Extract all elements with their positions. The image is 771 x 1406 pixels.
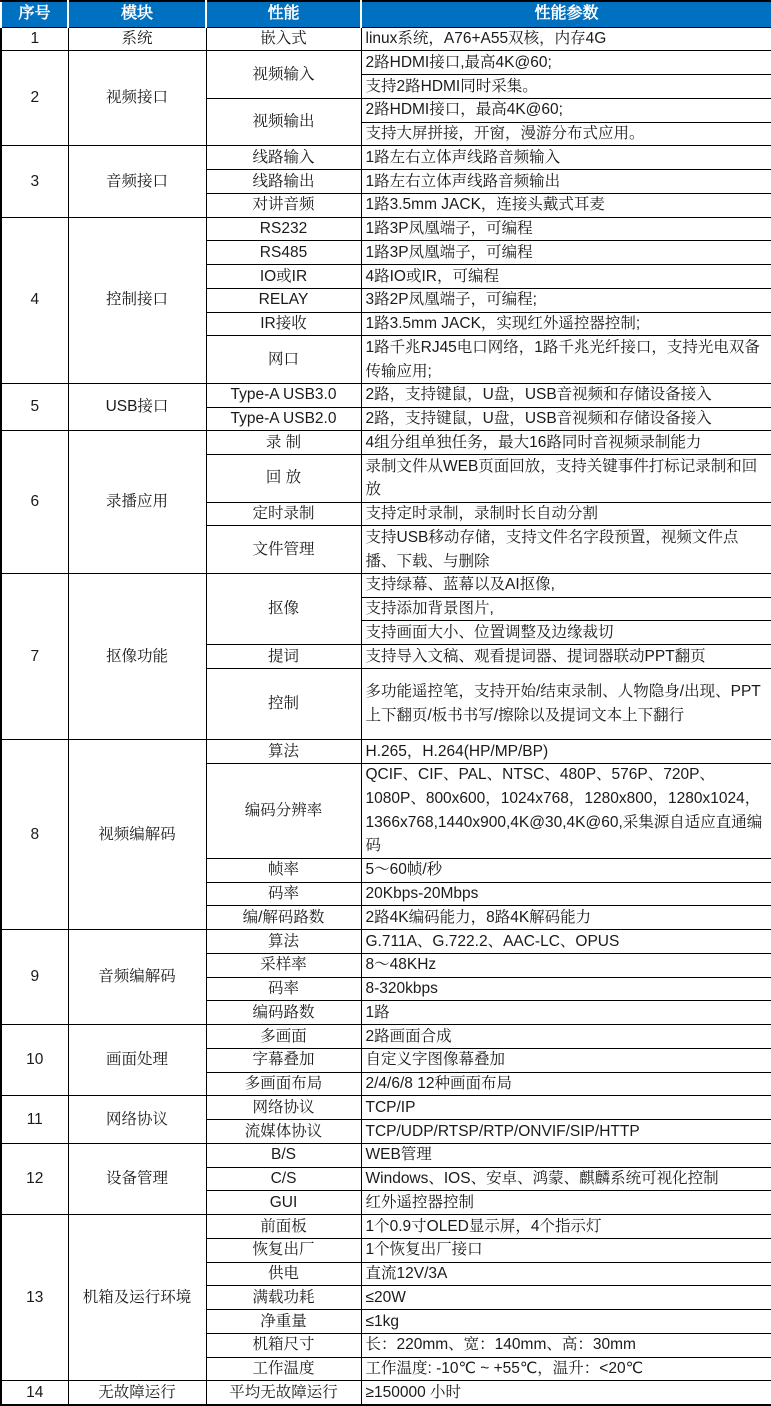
perf-text: 控制: [207, 670, 361, 738]
param-cell: [361, 621, 771, 645]
param-cell: [361, 1025, 771, 1049]
no-text: 7: [2, 575, 68, 738]
perf-text: 文件管理: [207, 527, 361, 572]
param-text: 1路3.5mm JACK，连接头戴式耳麦: [362, 195, 771, 216]
param-text: 2/4/6/8 12种画面布局: [362, 1074, 771, 1095]
header-perf: 性能: [206, 1, 361, 27]
no-text: 9: [2, 931, 68, 1023]
table-row: [1, 1096, 771, 1120]
perf-cell: [206, 383, 361, 407]
param-cell: [361, 668, 771, 739]
perf-text: 字幕叠加: [207, 1050, 361, 1071]
no-text: 14: [2, 1382, 68, 1403]
module-cell: [68, 740, 206, 930]
perf-text: 视频输出: [207, 100, 361, 145]
perf-text: 供电: [207, 1264, 361, 1285]
param-cell: [361, 882, 771, 906]
module-cell: [68, 573, 206, 739]
table-row: [1, 573, 771, 597]
param-cell: [361, 383, 771, 407]
param-text: 2路4K编码能力，8路4K解码能力: [362, 907, 771, 928]
param-text: 1个恢复出厂接口: [362, 1240, 771, 1261]
param-text: 1路千兆RJ45电口网络，1路千兆光纤接口，支持光电双备传输应用;: [362, 337, 771, 382]
perf-text: B/S: [207, 1145, 361, 1166]
no-cell: [1, 740, 68, 930]
param-text: 1路3P凤凰端子，可编程: [362, 242, 771, 263]
perf-text: 帧率: [207, 860, 361, 881]
module-text: 音频接口: [69, 147, 206, 215]
perf-cell: [206, 407, 361, 431]
param-cell: [361, 312, 771, 336]
module-cell: [68, 51, 206, 146]
perf-text: 对讲音频: [207, 195, 361, 216]
param-text: 支持画面大小、位置调整及边缘裁切: [362, 622, 771, 643]
no-cell: [1, 573, 68, 739]
perf-cell: [206, 336, 361, 384]
param-cell: [361, 217, 771, 241]
perf-text: 前面板: [207, 1216, 361, 1237]
perf-cell: [206, 1143, 361, 1167]
perf-cell: [206, 1167, 361, 1191]
perf-text: 平均无故障运行: [207, 1382, 361, 1403]
param-cell: [361, 265, 771, 289]
perf-text: 录 制: [207, 432, 361, 453]
param-text: 1个0.9寸OLED显示屏，4个指示灯: [362, 1216, 771, 1237]
perf-text: 算法: [207, 741, 361, 762]
param-text: 8～48KHz: [362, 955, 771, 976]
module-text: 视频接口: [69, 52, 206, 144]
perf-cell: [206, 146, 361, 170]
perf-cell: [206, 1262, 361, 1286]
module-cell: [68, 431, 206, 574]
param-text: 录制文件从WEB页面回放，支持关键事件打标记录制和回放: [362, 456, 771, 501]
no-cell: [1, 1215, 68, 1381]
perf-cell: [206, 431, 361, 455]
param-cell: [361, 763, 771, 858]
perf-cell: [206, 51, 361, 99]
param-cell: [361, 1215, 771, 1239]
perf-text: 净重量: [207, 1311, 361, 1332]
perf-text: RELAY: [207, 290, 361, 311]
param-cell: [361, 193, 771, 217]
module-text: 录播应用: [69, 432, 206, 572]
perf-text: 机箱尺寸: [207, 1335, 361, 1356]
param-text: 5～60帧/秒: [362, 860, 771, 881]
perf-cell: [206, 27, 361, 51]
param-text: 支持定时录制，录制时长自动分割: [362, 504, 771, 525]
param-cell: [361, 122, 771, 146]
param-cell: [361, 1167, 771, 1191]
param-text: 支持添加背景图片,: [362, 599, 771, 620]
param-text: 红外遥控器控制: [362, 1192, 771, 1213]
perf-cell: [206, 1238, 361, 1262]
param-cell: [361, 146, 771, 170]
param-text: 支持USB移动存储，支持文件名字段预置，视频文件点播、下载、与删除: [362, 527, 771, 572]
header-module: 模块: [68, 1, 206, 27]
table-row: [1, 383, 771, 407]
param-text: 2路HDMI接口,最高4K@60;: [362, 52, 771, 73]
param-cell: [361, 51, 771, 75]
no-cell: [1, 27, 68, 51]
param-cell: [361, 75, 771, 99]
param-cell: [361, 1333, 771, 1357]
param-text: ≥150000 小时: [362, 1382, 771, 1403]
perf-cell: [206, 265, 361, 289]
no-cell: [1, 1143, 68, 1214]
param-text: 支持2路HDMI同时采集。: [362, 76, 771, 97]
param-text: 2路，支持键鼠，U盘，USB音视频和存储设备接入: [362, 385, 771, 406]
module-cell: [68, 383, 206, 431]
param-text: linux系统，A76+A55双核，内存4G: [362, 29, 771, 50]
no-text: 13: [2, 1216, 68, 1379]
param-cell: [361, 336, 771, 384]
param-cell: [361, 858, 771, 882]
param-cell: [361, 1286, 771, 1310]
param-cell: [361, 170, 771, 194]
module-text: 控制接口: [69, 219, 206, 382]
param-text: 2路HDMI接口，最高4K@60;: [362, 100, 771, 121]
perf-cell: [206, 217, 361, 241]
perf-text: 恢复出厂: [207, 1240, 361, 1261]
param-cell: [361, 740, 771, 764]
param-text: ≤20W: [362, 1287, 771, 1308]
no-cell: [1, 383, 68, 431]
no-text: 1: [2, 29, 68, 50]
module-cell: [68, 217, 206, 383]
perf-cell: [206, 668, 361, 739]
perf-cell: [206, 1333, 361, 1357]
no-text: 10: [2, 1026, 68, 1094]
param-text: 支持大屏拼接，开窗，漫游分布式应用。: [362, 124, 771, 145]
table-row: [1, 146, 771, 170]
table-row: [1, 51, 771, 75]
param-cell: [361, 1262, 771, 1286]
param-text: 1路左右立体声线路音频输入: [362, 147, 771, 168]
module-text: 设备管理: [69, 1145, 206, 1213]
perf-text: 多画面布局: [207, 1074, 361, 1095]
param-cell: [361, 977, 771, 1001]
header-seq: 序号: [1, 1, 68, 27]
perf-cell: [206, 1215, 361, 1239]
param-text: H.265，H.264(HP/MP/BP): [362, 741, 771, 762]
perf-cell: [206, 1120, 361, 1144]
perf-cell: [206, 977, 361, 1001]
param-cell: [361, 1143, 771, 1167]
param-text: 4组分组单独任务，最大16路同时音视频录制能力: [362, 432, 771, 453]
param-cell: [361, 597, 771, 621]
no-cell: [1, 51, 68, 146]
param-cell: [361, 288, 771, 312]
module-text: 无故障运行: [69, 1382, 206, 1403]
perf-cell: [206, 1357, 361, 1381]
param-text: 工作温度: -10℃ ~ +55℃，温升：<20℃: [362, 1359, 771, 1380]
perf-text: 抠像: [207, 575, 361, 643]
no-text: 8: [2, 741, 68, 928]
param-cell: [361, 98, 771, 122]
param-text: 1路: [362, 1002, 771, 1023]
param-text: 1路左右立体声线路音频输出: [362, 171, 771, 192]
param-cell: [361, 455, 771, 503]
table-row: [1, 1381, 771, 1405]
param-cell: [361, 27, 771, 51]
perf-text: C/S: [207, 1169, 361, 1190]
perf-cell: [206, 288, 361, 312]
param-text: 20Kbps-20Mbps: [362, 884, 771, 905]
spec-table-body: [1, 27, 771, 1405]
perf-cell: [206, 1381, 361, 1405]
table-row: [1, 431, 771, 455]
perf-cell: [206, 573, 361, 644]
perf-cell: [206, 241, 361, 265]
module-cell: [68, 1025, 206, 1096]
perf-cell: [206, 645, 361, 669]
perf-cell: [206, 930, 361, 954]
no-text: 12: [2, 1145, 68, 1213]
param-text: QCIF、CIF、PAL、NTSC、480P、576P、720P、1080P、800x600，1024x768，1280x800，1280x1024，1366x768,1440x900,4K@30,4K@60,采集源自适应直通编码: [362, 765, 771, 857]
param-text: 长：220mm、宽：140mm、高：30mm: [362, 1335, 771, 1356]
perf-text: Type-A USB2.0: [207, 409, 361, 430]
param-cell: [361, 1001, 771, 1025]
perf-text: 嵌入式: [207, 29, 361, 50]
param-cell: [361, 1048, 771, 1072]
param-cell: [361, 1120, 771, 1144]
perf-text: 工作温度: [207, 1359, 361, 1380]
perf-text: 采样率: [207, 955, 361, 976]
param-text: 1路3P凤凰端子，可编程: [362, 219, 771, 240]
module-text: 抠像功能: [69, 575, 206, 738]
param-text: 多功能遥控笔，支持开始/结束录制、人物隐身/出现、PPT上下翻页/板书书写/擦除以及提词文本上下翻行: [362, 670, 771, 738]
perf-text: 线路输入: [207, 147, 361, 168]
param-cell: [361, 1381, 771, 1405]
no-text: 4: [2, 219, 68, 382]
table-row: [1, 930, 771, 954]
no-cell: [1, 146, 68, 217]
no-text: 5: [2, 385, 68, 430]
no-text: 11: [2, 1097, 68, 1142]
perf-text: 提词: [207, 646, 361, 667]
perf-text: 码率: [207, 979, 361, 1000]
param-text: 3路2P凤凰端子，可编程;: [362, 290, 771, 311]
perf-text: 线路输出: [207, 171, 361, 192]
param-text: 支持导入文稿、观看提词器、提词器联动PPT翻页: [362, 646, 771, 667]
perf-text: 网口: [207, 337, 361, 382]
perf-cell: [206, 906, 361, 930]
perf-text: Type-A USB3.0: [207, 385, 361, 406]
param-text: 8-320kbps: [362, 979, 771, 1000]
perf-cell: [206, 193, 361, 217]
perf-cell: [206, 1001, 361, 1025]
module-text: 机箱及运行环境: [69, 1216, 206, 1379]
table-row: [1, 27, 771, 51]
param-cell: [361, 1310, 771, 1334]
perf-cell: [206, 455, 361, 503]
module-cell: [68, 930, 206, 1025]
perf-cell: [206, 1191, 361, 1215]
no-text: 6: [2, 432, 68, 572]
perf-text: 编码路数: [207, 1002, 361, 1023]
perf-text: 回 放: [207, 456, 361, 501]
perf-text: 流媒体协议: [207, 1121, 361, 1142]
perf-cell: [206, 953, 361, 977]
header-row: [1, 1, 771, 27]
param-cell: [361, 1238, 771, 1262]
perf-cell: [206, 740, 361, 764]
param-text: 直流12V/3A: [362, 1264, 771, 1285]
perf-text: 算法: [207, 931, 361, 952]
perf-text: 编码分辨率: [207, 765, 361, 857]
param-cell: [361, 573, 771, 597]
spec-table-header: [1, 1, 771, 27]
no-cell: [1, 431, 68, 574]
perf-cell: [206, 1096, 361, 1120]
module-text: USB接口: [69, 385, 206, 430]
param-cell: [361, 1096, 771, 1120]
table-row: [1, 740, 771, 764]
param-text: 支持绿幕、蓝幕以及AI抠像,: [362, 575, 771, 596]
perf-cell: [206, 858, 361, 882]
module-text: 音频编解码: [69, 931, 206, 1023]
perf-text: 定时录制: [207, 504, 361, 525]
param-text: WEB管理: [362, 1145, 771, 1166]
param-cell: [361, 1357, 771, 1381]
no-text: 2: [2, 52, 68, 144]
no-cell: [1, 1381, 68, 1405]
perf-cell: [206, 98, 361, 146]
perf-cell: [206, 312, 361, 336]
module-text: 视频编解码: [69, 741, 206, 928]
perf-text: 网络协议: [207, 1097, 361, 1118]
param-text: ≤1kg: [362, 1311, 771, 1332]
param-cell: [361, 526, 771, 574]
module-cell: [68, 1215, 206, 1381]
perf-cell: [206, 1072, 361, 1096]
param-cell: [361, 502, 771, 526]
param-cell: [361, 930, 771, 954]
perf-text: IO或IR: [207, 266, 361, 287]
param-cell: [361, 645, 771, 669]
param-cell: [361, 241, 771, 265]
perf-cell: [206, 170, 361, 194]
table-row: [1, 1143, 771, 1167]
param-text: TCP/IP: [362, 1097, 771, 1118]
perf-cell: [206, 1286, 361, 1310]
module-cell: [68, 146, 206, 217]
no-text: 3: [2, 147, 68, 215]
param-cell: [361, 1191, 771, 1215]
perf-text: 视频输入: [207, 52, 361, 97]
perf-cell: [206, 526, 361, 574]
table-row: [1, 1215, 771, 1239]
perf-text: 编/解码路数: [207, 907, 361, 928]
module-text: 网络协议: [69, 1097, 206, 1142]
module-cell: [68, 1381, 206, 1405]
param-text: 1路3.5mm JACK，实现红外遥控器控制;: [362, 314, 771, 335]
module-text: 系统: [69, 29, 206, 50]
perf-cell: [206, 502, 361, 526]
perf-text: RS485: [207, 242, 361, 263]
module-text: 画面处理: [69, 1026, 206, 1094]
param-text: TCP/UDP/RTSP/RTP/ONVIF/SIP/HTTP: [362, 1121, 771, 1142]
param-cell: [361, 953, 771, 977]
param-cell: [361, 407, 771, 431]
perf-text: RS232: [207, 219, 361, 240]
module-cell: [68, 1096, 206, 1144]
table-row: [1, 1025, 771, 1049]
perf-text: IR接收: [207, 314, 361, 335]
no-cell: [1, 1096, 68, 1144]
no-cell: [1, 217, 68, 383]
param-text: 4路IO或IR，可编程: [362, 266, 771, 287]
module-cell: [68, 27, 206, 51]
perf-text: GUI: [207, 1192, 361, 1213]
param-text: 2路，支持键鼠，U盘，USB音视频和存储设备接入: [362, 409, 771, 430]
no-cell: [1, 1025, 68, 1096]
table-row: [1, 217, 771, 241]
perf-cell: [206, 1310, 361, 1334]
param-cell: [361, 906, 771, 930]
perf-cell: [206, 882, 361, 906]
perf-cell: [206, 763, 361, 858]
param-text: Windows、IOS、安卓、鸿蒙、麒麟系统可视化控制: [362, 1169, 771, 1190]
param-cell: [361, 431, 771, 455]
perf-text: 码率: [207, 884, 361, 905]
no-cell: [1, 930, 68, 1025]
param-cell: [361, 1072, 771, 1096]
param-text: 2路画面合成: [362, 1026, 771, 1047]
header-params: 性能参数: [361, 1, 771, 27]
perf-cell: [206, 1048, 361, 1072]
perf-text: 多画面: [207, 1026, 361, 1047]
module-cell: [68, 1143, 206, 1214]
param-text: 自定义字图像幕叠加: [362, 1050, 771, 1071]
perf-text: 满载功耗: [207, 1287, 361, 1308]
param-text: G.711A、G.722.2、AAC-LC、OPUS: [362, 931, 771, 952]
perf-cell: [206, 1025, 361, 1049]
